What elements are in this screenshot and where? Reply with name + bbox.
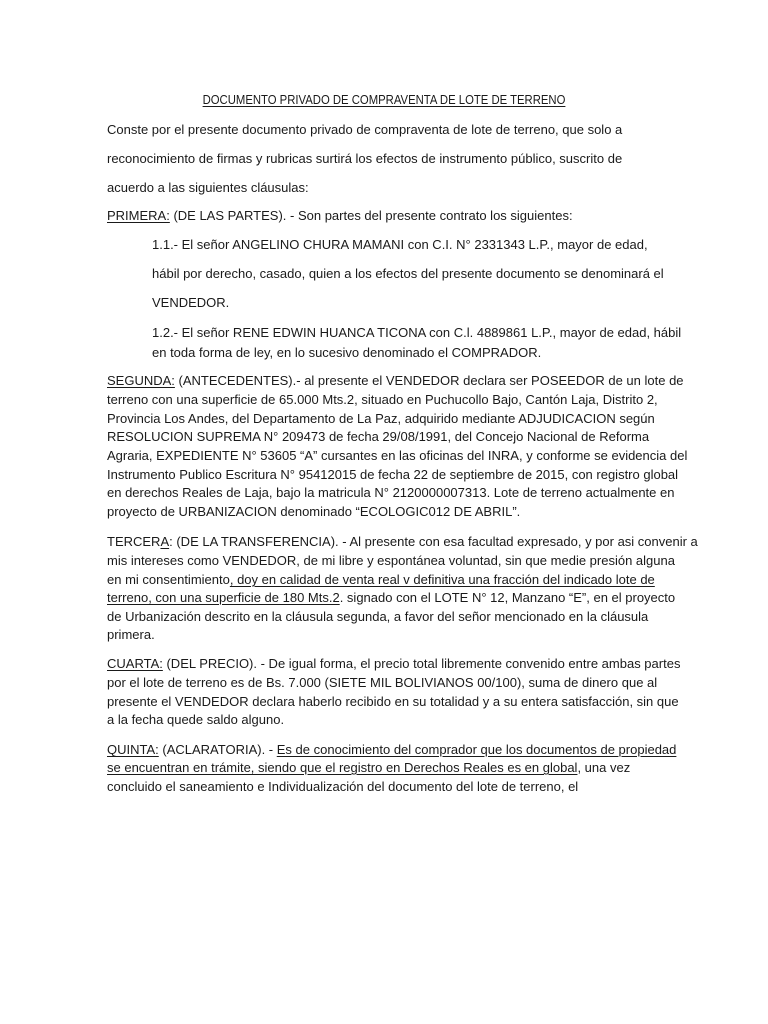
- clause-tercera-line: [107, 590, 675, 606]
- clause-quinta-underlined-text: Es de conocimiento del comprador que los documentos de propiedad: [276, 742, 677, 757]
- item-1-1-line: 1.1.- El señor ANGELINO CHURA MAMANI con C.I. N° 2331343 L.P., mayor de edad,: [152, 237, 648, 252]
- clause-tercera-line: mis intereses como VENDEDOR, de mi libre y espontánea voluntad, sin que medie presión alguna: [107, 553, 675, 568]
- clause-cuarta-line: presente el VENDEDOR declara haberlo recibido en su totalidad y a su entera satisfacción, sin que: [107, 694, 679, 709]
- clause-quinta-heading: QUINTA:: [107, 742, 159, 757]
- clause-tercera-line: primera.: [107, 627, 155, 642]
- clause-segunda-text: (ANTECEDENTES).- al presente el VENDEDOR declara ser POSEEDOR de un lote de: [174, 373, 684, 388]
- clause-cuarta-line: por el lote de terreno es de Bs. 7.000 (SIETE MIL BOLIVIANOS 00/100), suma de dinero que al: [107, 675, 658, 690]
- clause-segunda-line: Provincia Los Andes, del Departamento de La Paz, adquirido mediante ADJUDICACION según: [107, 411, 655, 426]
- item-1-1-line: VENDEDOR.: [152, 295, 230, 310]
- item-1-2-line: en toda forma de ley, en lo sucesivo denominado el COMPRADOR.: [152, 345, 542, 360]
- clause-cuarta-text: (DEL PRECIO). - De igual forma, el precio total libremente convenido entre ambas partes: [162, 656, 681, 671]
- clause-segunda-line: [107, 373, 684, 389]
- clause-tercera-text: en mi consentimiento: [107, 572, 230, 587]
- clause-primera-text: (DE LAS PARTES). - Son partes del presente contrato los siguientes:: [169, 208, 573, 223]
- clause-primera-line: [107, 208, 573, 224]
- clause-cuarta-line: [107, 656, 680, 672]
- intro-line: Conste por el presente documento privado de compraventa de lote de terreno, que solo a: [107, 122, 623, 137]
- clause-quinta-underlined-text: se encuentran en trámite, siendo que el registro en Derechos Reales es en global: [107, 760, 578, 775]
- clause-cuarta-line: a la fecha quede saldo alguno.: [107, 712, 285, 727]
- document-title-text: DOCUMENTO PRIVADO DE COMPRAVENTA DE LOTE DE TERRENO: [202, 92, 566, 107]
- clause-quinta-line: [107, 742, 676, 758]
- document-title: [50, 92, 718, 108]
- item-1-2-line: 1.2.- El señor RENE EDWIN HUANCA TICONA con C.l. 4889861 L.P., mayor de edad, hábil: [152, 325, 682, 340]
- clause-tercera-heading-underlined: A: [160, 534, 170, 549]
- clause-quinta-text: , una vez: [577, 760, 631, 775]
- clause-segunda-line: RESOLUCION SUPREMA N° 209473 de fecha 29/08/1991, del Concejo Nacional de Reforma: [107, 429, 650, 444]
- clause-quinta-line: concluido el saneamiento e Individualización del documento del lote de terreno, el: [107, 779, 579, 794]
- clause-segunda-heading: SEGUNDA:: [107, 373, 175, 388]
- clause-segunda-line: proyecto de URBANIZACION denominado “ECOLOGIC012 DE ABRIL”.: [107, 504, 521, 519]
- intro-line: acuerdo a las siguientes cláusulas:: [107, 180, 309, 195]
- clause-segunda-line: terreno con una superficie de 65.000 Mts.2, situado en Puchucollo Bajo, Cantón Laja, Distrito 2,: [107, 392, 658, 407]
- clause-tercera-text: . signado con el LOTE N° 12, Manzano “E”, en el proyecto: [339, 590, 676, 605]
- clause-segunda-line: en derechos Reales de Laja, bajo la matricula N° 2120000007313. Lote de terreno actualmente en: [107, 485, 675, 500]
- clause-quinta-line: [107, 760, 630, 776]
- clause-tercera-underlined-text: , doy en calidad de venta real v definitiva una fracción del indicado lote de: [229, 572, 655, 587]
- clause-tercera-line: [107, 572, 655, 588]
- intro-line: reconocimiento de firmas y rubricas surtirá los efectos de instrumento público, suscrito de: [107, 151, 623, 166]
- clause-primera-heading: PRIMERA:: [107, 208, 170, 223]
- clause-tercera-underlined-text: terreno, con una superficie de 180 Mts.2: [107, 590, 340, 605]
- clause-tercera-text: : (DE LA TRANSFERENCIA). - Al presente con esa facultad expresado, y por asi convenir a: [169, 534, 698, 549]
- clause-segunda-line: Instrumento Publico Escritura N° 95412015 de fecha 22 de septiembre de 2015, con registro global: [107, 467, 679, 482]
- clause-tercera-line: de Urbanización descrito en la cláusula segunda, a favor del señor mencionado en la cláusula: [107, 609, 649, 624]
- clause-quinta-text: (ACLARATORIA). -: [158, 742, 277, 757]
- item-1-1-line: hábil por derecho, casado, quien a los efectos del presente documento se denominará el: [152, 266, 664, 281]
- clause-tercera-heading: TERCER: [107, 534, 161, 549]
- clause-segunda-line: Agraria, EXPEDIENTE N° 53605 “A” cursantes en las oficinas del INRA, y conforme se evidencia del: [107, 448, 688, 463]
- clause-tercera-line: [107, 534, 698, 550]
- clause-cuarta-heading: CUARTA:: [107, 656, 163, 671]
